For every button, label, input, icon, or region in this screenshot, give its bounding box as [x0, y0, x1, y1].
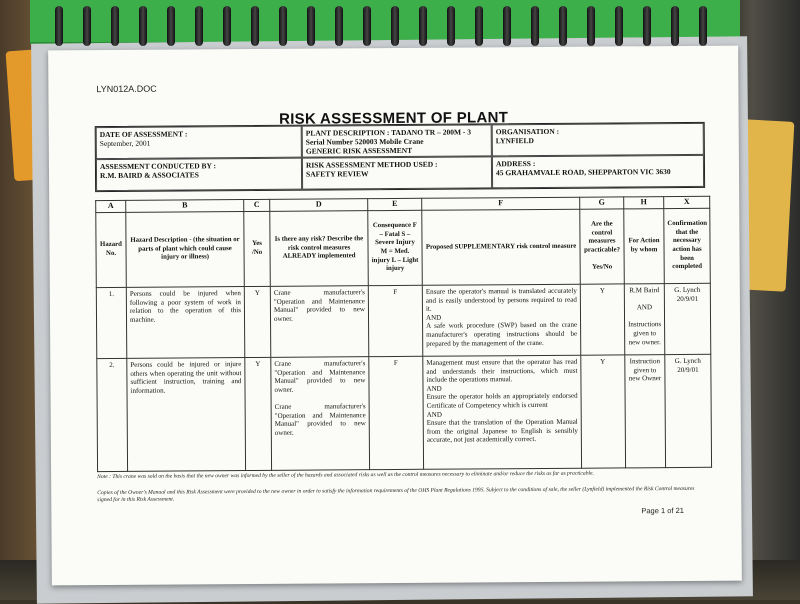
header-practicable: [580, 209, 625, 284]
header-consequence: Consequence F – Fatal S – Severe Injury M = Med. injury L – Light injury: [368, 210, 423, 285]
column-letter: G: [580, 197, 624, 209]
conducted-label: ASSESSMENT CONDUCTED BY :: [99, 161, 217, 172]
column-letter: X: [664, 196, 710, 208]
binder-ring: [139, 6, 147, 46]
column-letter: F: [422, 197, 580, 210]
binder-ring: [587, 6, 595, 46]
header-practicable-text: Are the control measures practicable?: [584, 220, 621, 254]
risk-yes-no: Y: [244, 286, 270, 357]
binder-ring: [111, 6, 119, 46]
date-box: [96, 126, 302, 159]
binder-ring: [83, 6, 91, 46]
binder-ring: [671, 6, 679, 46]
footnote-copies: Copies of the Owner's Manual and this Risk Assessment were provided to the new owner in order to satisfy the information requirements of the OHS Plant Regulations 1995. Subject to the conditions of sale, the seller (Lynfield) implemented the Risk Control measures signed for in this Risk Assessment.: [97, 485, 695, 504]
column-header-row: [96, 208, 711, 287]
binder-ring: [223, 6, 231, 46]
conducted-value: R.M. BAIRD & ASSOCIATES: [99, 170, 199, 181]
binder-ring: [363, 6, 371, 46]
proposed-controls: Ensure the operator's manual is translated accurately and is easily understood by persons required to read it. AND A safe work procedure (SWP) based on the crane manufacturer's operating instructions should be prepared by the management of the crane.: [422, 284, 580, 356]
address-value: 45 GRAHAMVALE ROAD, SHEPPARTON VIC 3630: [495, 167, 671, 178]
plant-generic: GENERIC RISK ASSESSMENT: [305, 145, 413, 156]
plant-box: [302, 124, 492, 157]
column-letter: B: [126, 200, 244, 213]
header-confirmation: Confirmation that the necessary action has been completed: [664, 208, 711, 283]
header-hazard-no: Hazard No.: [96, 212, 127, 287]
document-reference: LYN012A.DOC: [96, 83, 157, 95]
document-page: [48, 46, 742, 586]
binder-ring: [167, 6, 175, 46]
binder-ring: [251, 6, 259, 46]
date-label: DATE OF ASSESSMENT :: [99, 129, 188, 140]
footnote: Note : This crane was sold on the basis that the new owner was informed by the seller of the hazards and associated risks as well as the control measures necessary to eliminate and/or reduce the risks as far as practicable.: [97, 470, 594, 481]
header-proposed-controls: Proposed SUPPLEMENTARY risk control measure: [422, 209, 581, 285]
column-letter: H: [624, 197, 664, 209]
column-letter: A: [96, 200, 126, 212]
confirmation: G. Lynch 20/9/01: [664, 283, 710, 354]
binder-ring: [615, 6, 623, 46]
action-by: Instruction given to new Owner: [625, 355, 666, 468]
binder-ring: [307, 6, 315, 46]
consequence: F: [368, 285, 422, 356]
header-hazard-description: Hazard Description - (the situation or parts of plant which could cause injury or illness): [126, 212, 245, 288]
binder-ring: [195, 6, 203, 46]
header-yes-no: Yes /No: [244, 211, 271, 286]
assessment-header: [95, 122, 705, 192]
document-title: RISK ASSESSMENT OF PLANT: [278, 109, 509, 128]
binder-ring: [475, 6, 483, 46]
hazard-description: Persons could be injured or injure others when operating the unit without sufficient instruction, training and information.: [127, 358, 246, 472]
binder-ring: [559, 6, 567, 46]
organisation-label: ORGANISATION :: [495, 126, 560, 137]
header-practicable-yesno: Yes/No: [592, 263, 613, 271]
action-by: R.M Baird AND Instructions given to new owner.: [624, 284, 664, 355]
plant-serial: Serial Number 520003 Mobile Crane: [305, 136, 424, 147]
binder-ring: [391, 6, 399, 46]
risk-yes-no: Y: [245, 357, 272, 470]
binder-ring: [699, 6, 707, 46]
binder-ring: [447, 6, 455, 46]
practicable: Y: [580, 284, 624, 355]
practicable: Y: [581, 355, 626, 468]
hazard-description: Persons could be injured when following a poor system of work in relation to the operation of this machine.: [126, 287, 244, 359]
page-number: Page 1 of 21: [641, 505, 684, 516]
binder-ring: [335, 6, 343, 46]
binder-ring: [55, 6, 63, 46]
date-value: September, 2001: [99, 138, 151, 149]
existing-controls: Crane manufacturer's "Operation and Maintenance Manual" provided to new owner. Crane manufacturer's "Operation and Maintenance Manual" provided to new owner.: [271, 357, 370, 471]
table-row: [96, 283, 710, 358]
binder-ring: [419, 6, 427, 46]
organisation-value: LYNFIELD: [495, 136, 534, 146]
binder-ring: [643, 6, 651, 46]
risk-table: [95, 196, 712, 472]
address-label: ADDRESS :: [495, 159, 536, 169]
method-value: SAFETY REVIEW: [305, 169, 369, 179]
address-box: [492, 155, 704, 188]
binder-ring: [279, 6, 287, 46]
hazard-number: 1.: [96, 287, 126, 358]
table-row: [97, 354, 712, 471]
existing-controls: Crane manufacturer's "Operation and Maintenance Manual" provided to new owner.: [270, 286, 368, 358]
column-letter: C: [244, 199, 270, 211]
method-box: [302, 156, 492, 189]
header-action-by: For Action by whom: [624, 209, 665, 284]
confirmation: G. Lynch 20/9/01: [665, 354, 712, 467]
method-label: RISK ASSESSMENT METHOD USED :: [305, 159, 438, 170]
binder-ring: [531, 6, 539, 46]
column-letter: D: [270, 199, 368, 212]
proposed-controls: Management must ensure that the operator has read and understands their instructions, which must include the operations manual. AND Ensure the operator holds an appropriately endorsed Certificate of Competency which is current AND Ensure that the translation of the Operation Manual from the original Japanese to English is sensibly accurate, not just academically correct.: [423, 355, 582, 469]
hazard-number: 2.: [97, 358, 128, 471]
binder-rings: [55, 6, 715, 46]
header-existing-controls: Is there any risk? Describe the risk control measures ALREADY implemented: [270, 211, 369, 287]
column-letter: E: [368, 198, 422, 210]
organisation-box: [492, 123, 704, 156]
consequence: F: [369, 356, 424, 469]
conducted-box: [96, 158, 302, 191]
binder-ring: [503, 6, 511, 46]
plant-label: PLANT DESCRIPTION : TADANO TR – 200M - 3: [305, 127, 472, 138]
